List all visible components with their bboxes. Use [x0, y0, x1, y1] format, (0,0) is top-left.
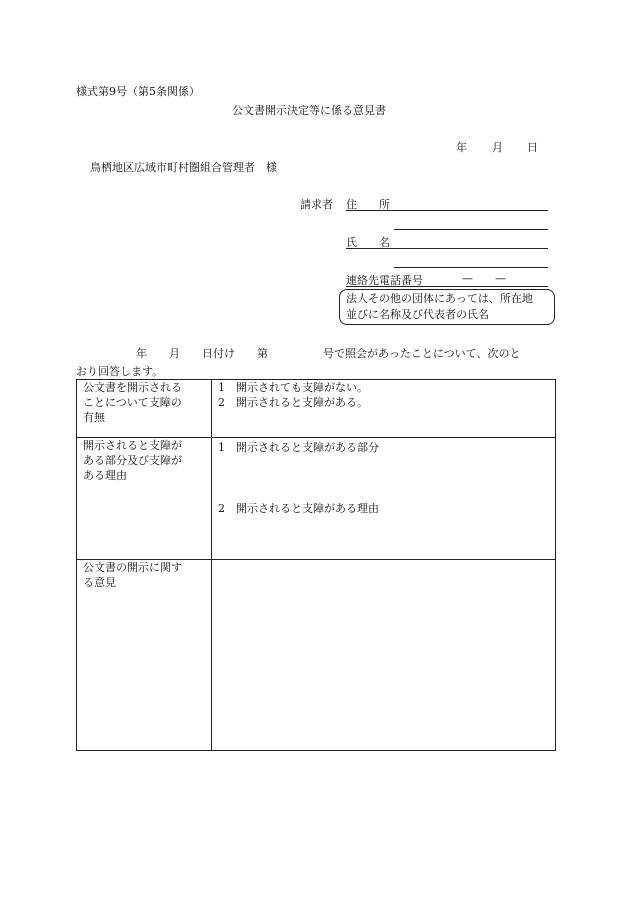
obstacle-part-item: 1 開示されると支障がある部分 — [218, 441, 379, 454]
corporate-note-line-2: 並びに名称及び代表者の氏名 — [346, 308, 489, 321]
obstacle-label-cell — [77, 380, 212, 438]
obstacle-option-1: 1 開示されても支障がない。 — [218, 381, 368, 394]
date-year-label: 年 — [456, 141, 467, 154]
opinion-label-line-1: 公文書の開示に関す — [83, 561, 182, 574]
phone-dashes: — — — [462, 272, 506, 285]
name-label: 氏 名 — [346, 236, 390, 249]
table-row-obstacle-detail — [77, 438, 556, 560]
phone-line — [346, 286, 548, 287]
date-month-label: 月 — [492, 141, 503, 154]
opinion-table — [76, 379, 556, 751]
body-text-line-2: おり回答します。 — [76, 365, 164, 378]
obstacle-detail-label-line-1: 開示されると支障が — [83, 439, 182, 452]
obstacle-label-line-3: 有無 — [83, 411, 105, 424]
addressee: 鳥栖地区広域市町村圏組合管理者 様 — [90, 161, 277, 174]
body-text-line-1: 年 月 日付け 第 号で照会があったことについて、次のと — [136, 347, 521, 360]
obstacle-detail-cell — [212, 438, 556, 560]
obstacle-detail-label-cell — [77, 438, 212, 560]
obstacle-option-2: 2 開示されると支障がある。 — [218, 396, 368, 409]
name-line-1 — [346, 248, 548, 249]
obstacle-label-line-2: ことについて支障の — [83, 396, 182, 409]
date-day-label: 日 — [527, 141, 538, 154]
name-line-2 — [394, 267, 548, 268]
address-line-2 — [394, 229, 548, 230]
opinion-label-line-2: る意見 — [83, 576, 116, 589]
obstacle-detail-label-line-2: ある部分及び支障が — [83, 454, 182, 467]
corporate-note-line-1: 法人その他の団体にあっては、所在地 — [346, 292, 533, 305]
obstacle-detail-label-line-3: ある理由 — [83, 469, 127, 482]
table-row-opinion — [77, 560, 556, 751]
table-row-obstacle — [77, 380, 556, 438]
address-label: 住 所 — [346, 198, 390, 211]
document-title: 公文書開示決定等に係る意見書 — [232, 104, 386, 117]
obstacle-reason-item: 2 開示されると支障がある理由 — [218, 502, 379, 515]
obstacle-label-line-1: 公文書を開示される — [83, 381, 182, 394]
address-line-1 — [346, 210, 548, 211]
form-number: 様式第9号（第5条関係） — [76, 85, 200, 98]
obstacle-options-cell — [212, 380, 556, 438]
phone-label: 連絡先電話番号 — [346, 274, 423, 287]
requester-label: 請求者 — [300, 198, 333, 211]
opinion-entry-cell[interactable] — [212, 560, 556, 751]
opinion-label-cell — [77, 560, 212, 751]
